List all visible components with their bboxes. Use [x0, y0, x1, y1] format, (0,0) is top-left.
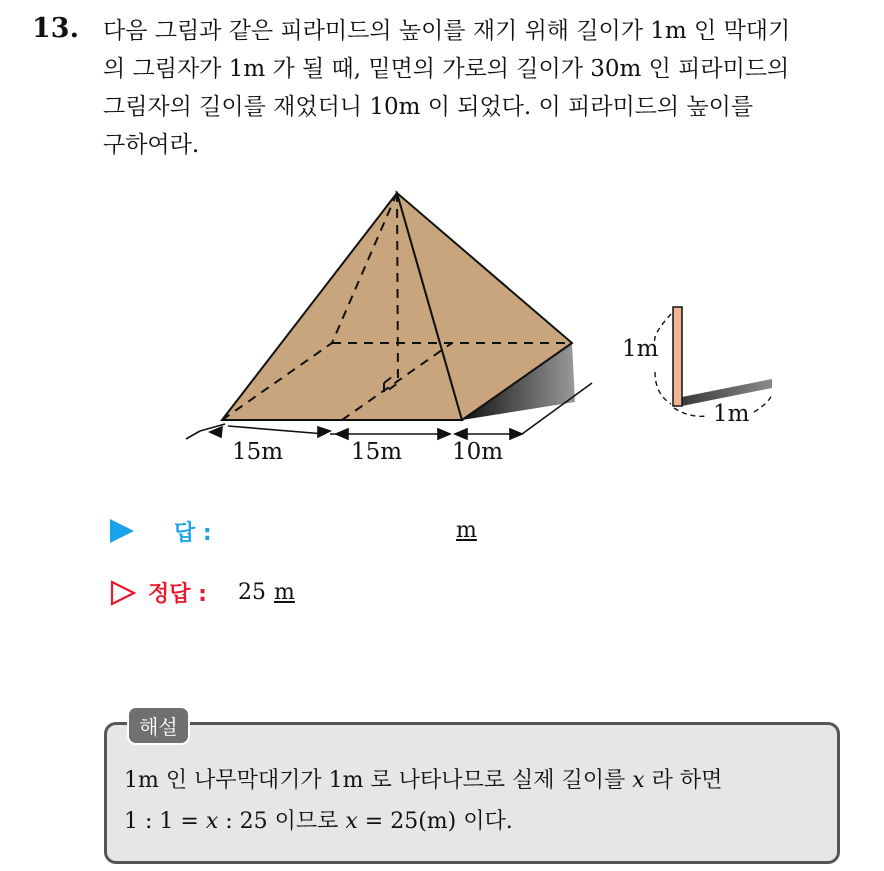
solution-line-1-a: 1m 인 나무막대기가 1m 로 나타나므로 실제 길이를 [124, 768, 633, 793]
solution-line-2 [124, 801, 722, 842]
question-line-2: 의 그림자가 1m 가 될 때, 밑면의 가로의 길이가 30m 인 피라미드의 [103, 56, 790, 82]
solution-var: x [632, 768, 645, 793]
answer-label: 답 : [174, 521, 212, 546]
solution-line-1-b: 라 하면 [644, 768, 723, 793]
stick-shadow-label: 1m [713, 401, 750, 427]
correct-answer-unit: m [274, 580, 295, 605]
question-number: 13. [32, 13, 79, 44]
question-line-1: 다음 그림과 같은 피라미드의 높이를 재기 위해 길이가 1m 인 막대기 [103, 18, 791, 44]
stick-height-label: 1m [622, 336, 659, 362]
solution-text [124, 760, 722, 842]
solution-var: x [345, 809, 358, 834]
answer-unit: m [456, 518, 477, 543]
dim-label-3: 10m [452, 439, 504, 465]
solution-tag: 해설 [127, 706, 190, 745]
solution-line-2-a: 1 : 1 = [124, 809, 206, 834]
correct-answer-arrow-icon [110, 580, 136, 606]
question-line-3: 그림자의 길이를 재었더니 10m 이 되었다. 이 피라미드의 높이를 [103, 94, 754, 120]
solution-line-1 [124, 760, 722, 801]
answer-arrow-icon [110, 519, 134, 543]
solution-var: x [205, 809, 219, 834]
stick [673, 307, 682, 406]
correct-answer-label: 정답 : [148, 582, 207, 607]
correct-answer-value: 25 [238, 580, 266, 605]
dim-label-1: 15m [232, 439, 284, 465]
solution-line-2-b: : 25 이므로 [218, 809, 346, 834]
dim-label-2: 15m [351, 439, 403, 465]
question-line-4: 구하여라. [103, 132, 200, 158]
solution-line-2-c: = 25(m) 이다. [357, 809, 513, 834]
